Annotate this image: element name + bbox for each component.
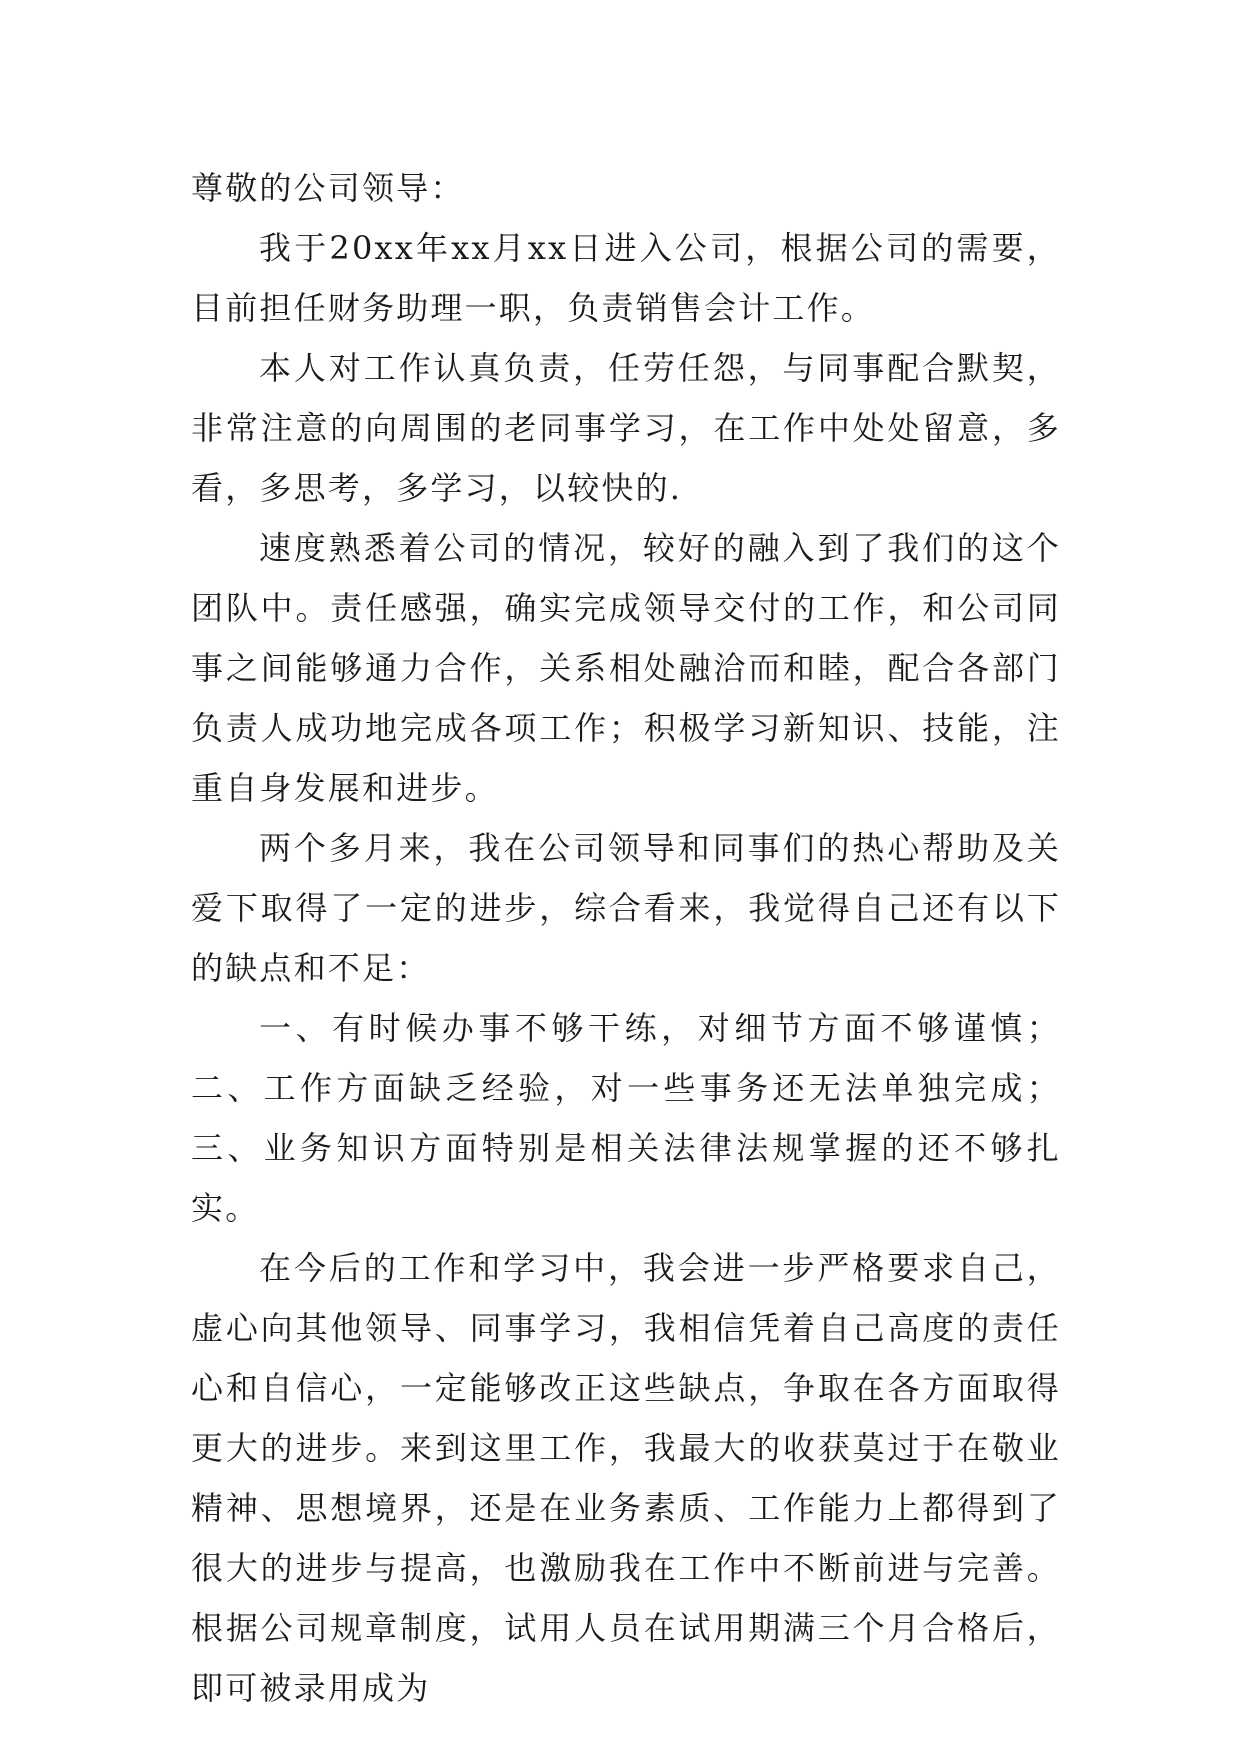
salutation: 尊敬的公司领导： [191, 169, 465, 207]
paragraph-6: 在今后的工作和学习中，我会进一步严格要求自己，虚心向其他领导、同事学习，我相信凭着自己高度的责任心和自信心，一定能够改正这些缺点，争取在各方面取得更大的进步。来到这里工作，我最大的收获莫过于在敬业精神、思想境界，还是在业务素质、工作能力上都得到了很大的进步与提高，也激励我在工作中不断前进与完善。根据公司规章制度，试用人员在试用期满三个月合格后，即可被录用成为 [191, 1249, 1061, 1707]
document-body [191, 158, 1061, 1718]
paragraph-4: 两个多月来，我在公司领导和同事们的热心帮助及关爱下取得了一定的进步，综合看来，我觉得自己还有以下的缺点和不足： [191, 829, 1061, 987]
paragraph-1: 我于20xx年xx月xx日进入公司，根据公司的需要，目前担任财务助理一职，负责销售会计工作。 [191, 229, 1061, 327]
paragraph-2: 本人对工作认真负责，任劳任怨，与同事配合默契，非常注意的向周围的老同事学习，在工作中处处留意，多看，多思考，多学习，以较快的. [191, 349, 1061, 507]
paragraph-3: 速度熟悉着公司的情况，较好的融入到了我们的这个团队中。责任感强，确实完成领导交付的工作，和公司同事之间能够通力合作，关系相处融洽而和睦，配合各部门负责人成功地完成各项工作；积极学习新知识、技能，注重自身发展和进步。 [191, 529, 1061, 807]
paragraph-5: 一、有时候办事不够干练，对细节方面不够谨慎；二、工作方面缺乏经验，对一些事务还无法单独完成；三、业务知识方面特别是相关法律法规掌握的还不够扎实。 [191, 1009, 1061, 1227]
